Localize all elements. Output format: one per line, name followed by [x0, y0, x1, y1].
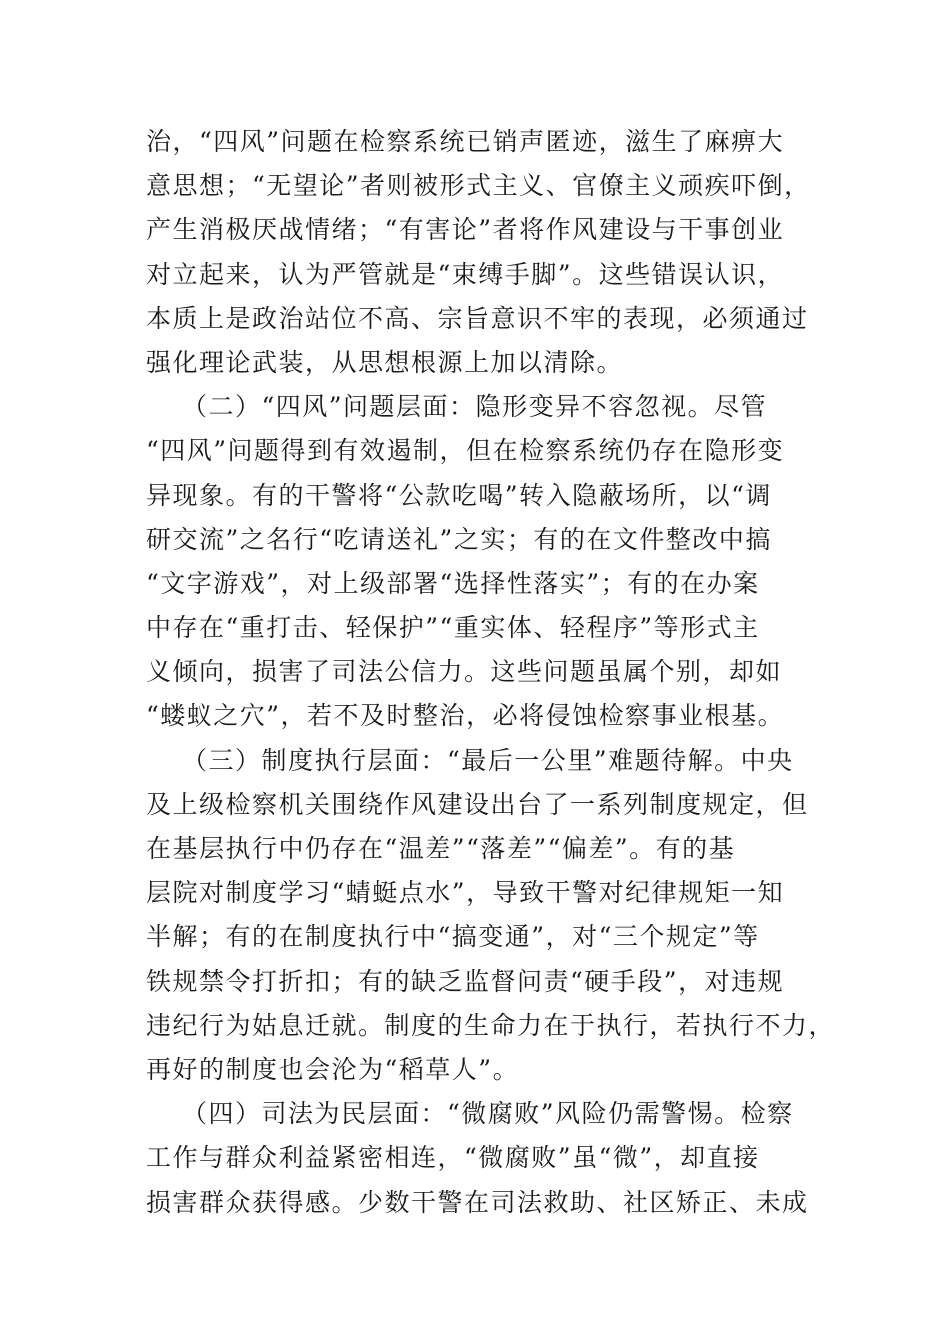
- paragraph-line: 铁规禁令打折扣；有的缺乏监督问责“硬手段”，对违规: [146, 966, 785, 996]
- paragraph-line: 异现象。有的干警将“公款吃喝”转入隐蔽场所，以“调: [146, 480, 772, 510]
- body-text: [146, 120, 836, 1225]
- paragraph-line: 在基层执行中仍存在“温差”“落差”“偏差”。有的基: [146, 834, 736, 863]
- paragraph-line: 本质上是政治站位不高、宗旨意识不牢的表现，必须通过: [146, 303, 809, 333]
- paragraph-line: “蝼蚁之穴”，若不及时整治，必将侵蚀检察事业根基。: [146, 701, 785, 731]
- paragraph-line: “文字游戏”，对上级部署“选择性落实”；有的在办案: [146, 568, 760, 598]
- paragraph-line: 义倾向，损害了司法公信力。这些问题虽属个别，却如: [146, 657, 783, 687]
- paragraph-line: 强化理论武装，从思想根源上加以清除。: [146, 347, 624, 377]
- paragraph-line: 研交流”之名行“吃请送礼”之实；有的在文件整改中搞: [146, 524, 772, 554]
- section-heading-line: （二）“四风”问题层面：隐形变异不容忽视。尽管: [182, 392, 768, 422]
- paragraph-line: 层院对制度学习“蜻蜓点水”，导致干警对纪律规矩一知: [146, 878, 785, 908]
- section-heading-line: （三）制度执行层面：“最后一公里”难题待解。中央: [182, 745, 794, 775]
- paragraph-line: 损害群众获得感。少数干警在司法救助、社区矫正、未成: [146, 1187, 809, 1217]
- paragraph-line: 治，“四风”问题在检察系统已销声匿迹，滋生了麻痹大: [146, 127, 785, 156]
- paragraph-line: 工作与群众利益紧密相连，“微腐败”虽“微”，却直接: [146, 1143, 760, 1173]
- paragraph-line: 违纪行为姑息迁就。制度的生命力在于执行，若执行不力，: [146, 1010, 836, 1040]
- paragraph-line: “四风”问题得到有效遏制，但在检察系统仍存在隐形变: [146, 436, 785, 466]
- paragraph-line: 意思想；“无望论”者则被形式主义、官僚主义顽疾吓倒，: [146, 171, 811, 201]
- paragraph-line: 中存在“重打击、轻保护”“重实体、轻程序”等形式主: [146, 613, 760, 643]
- paragraph-line: 半解；有的在制度执行中“搞变通”，对“三个规定”等: [146, 922, 760, 952]
- paragraph-line: 对立起来，认为严管就是“束缚手脚”。这些错误认识，: [146, 259, 785, 289]
- paragraph-line: 及上级检察机关围绕作风建设出台了一系列制度规定，但: [146, 789, 809, 819]
- paragraph-line: 再好的制度也会沦为“稻草人”。: [146, 1054, 520, 1084]
- section-heading-line: （四）司法为民层面：“微腐败”风险仍需警惕。检察: [182, 1099, 794, 1129]
- paragraph-line: 产生消极厌战情绪；“有害论”者将作风建设与干事创业: [146, 215, 785, 245]
